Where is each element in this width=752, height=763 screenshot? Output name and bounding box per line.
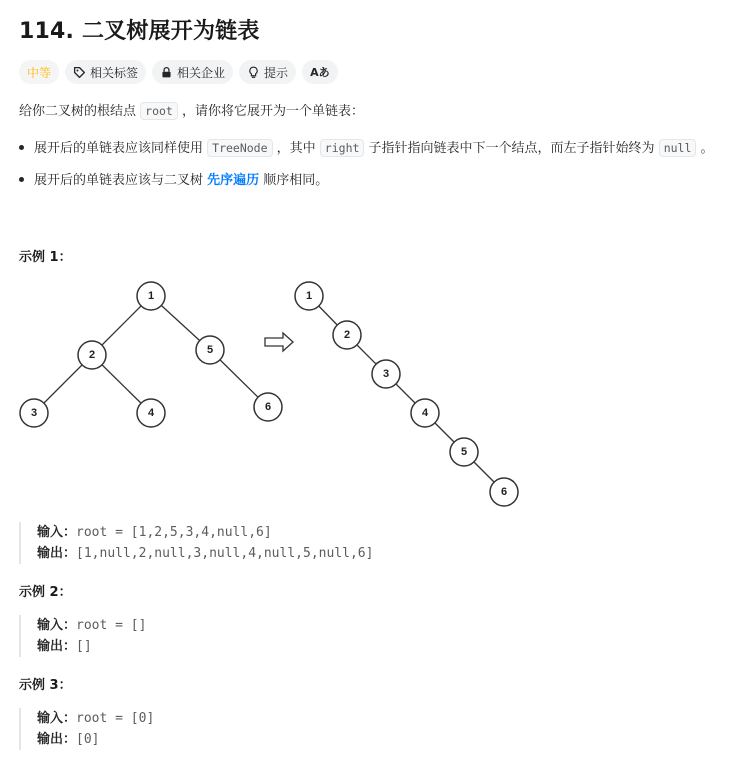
bullet-dot [19,177,24,182]
svg-text:3: 3 [382,368,390,380]
example-3-output: [0] [76,732,100,747]
example-2-input-line: 输入：root = [] [37,618,147,633]
bullet-item-1: 展开后的单链表应该同样使用 TreeNode ，其中 right 子指针指向链表中下一个结点，而左子指针始终为 null 。 [19,137,714,160]
example-3-output-line: 输出：[0] [37,732,100,747]
hint-button[interactable] [239,60,296,84]
related-companies-button[interactable] [152,60,233,84]
binary-tree [20,282,282,427]
example-2-input: root = [] [76,618,147,633]
hint-label: 提示 [264,65,289,80]
tag-bar [19,60,338,84]
example-3-input: root = [0] [76,711,155,726]
list-node [372,360,400,388]
inline-code-right: right [320,139,365,157]
tree-node [137,399,165,427]
related-tags-label: 相关标签 [90,65,139,80]
example-3-box [19,708,154,750]
example-2-box [19,615,146,657]
example-2-heading: 示例 2： [19,585,72,600]
translate-icon: Aあ [310,66,330,79]
problem-title: 114. 二叉树展开为链表 [19,19,260,44]
svg-text:6: 6 [500,486,508,498]
tree-node [78,341,106,369]
svg-text:4: 4 [421,407,429,419]
tree-node [254,393,282,421]
svg-text:4: 4 [147,407,155,419]
svg-text:6: 6 [264,401,272,413]
example-1-output: [1,null,2,null,3,null,4,null,5,null,6] [76,546,374,561]
list-node [333,321,361,349]
svg-text:5: 5 [460,446,468,458]
translate-button[interactable] [302,60,338,84]
example-3-input-line: 输入：root = [0] [37,711,155,726]
tree-node [137,282,165,310]
example-1-heading: 示例 1： [19,250,72,265]
example-1-diagram [14,280,534,512]
list-node [450,438,478,466]
tag-icon [73,66,86,79]
preorder-traversal-link[interactable]: 先序遍历 [207,173,260,188]
example-1-input-line: 输入：root = [1,2,5,3,4,null,6] [37,525,272,540]
inline-code-treenode: TreeNode [207,139,272,157]
list-node [490,478,518,506]
svg-text:1: 1 [305,290,313,302]
linked-list [295,282,518,506]
svg-text:2: 2 [343,329,351,341]
example-2-output-line: 输出：[] [37,639,92,654]
svg-text:5: 5 [206,344,214,356]
intro-paragraph: 给你二叉树的根结点 root ，请你将它展开为一个单链表： [19,104,364,119]
tree-node [196,336,224,364]
related-companies-label: 相关企业 [177,65,226,80]
related-tags-button[interactable] [65,60,146,84]
bullet-item-2: 展开后的单链表应该与二叉树 先序遍历 顺序相同。 [19,170,328,192]
example-3-heading: 示例 3： [19,678,72,693]
lock-icon [160,66,173,79]
example-1-box [19,522,373,564]
bullet-dot [19,145,24,150]
svg-text:2: 2 [88,349,96,361]
list-node [411,399,439,427]
list-node [295,282,323,310]
example-1-input: root = [1,2,5,3,4,null,6] [76,525,272,540]
lightbulb-icon [247,66,260,79]
inline-code-root: root [140,102,178,120]
hollow-right-arrow-icon [265,333,293,351]
difficulty-badge[interactable]: 中等 [19,60,59,84]
example-1-output-line: 输出：[1,null,2,null,3,null,4,null,5,null,6] [37,546,374,561]
tree-node [20,399,48,427]
svg-text:1: 1 [147,290,155,302]
inline-code-null: null [659,139,697,157]
svg-text:3: 3 [30,407,38,419]
example-2-output: [] [76,639,92,654]
